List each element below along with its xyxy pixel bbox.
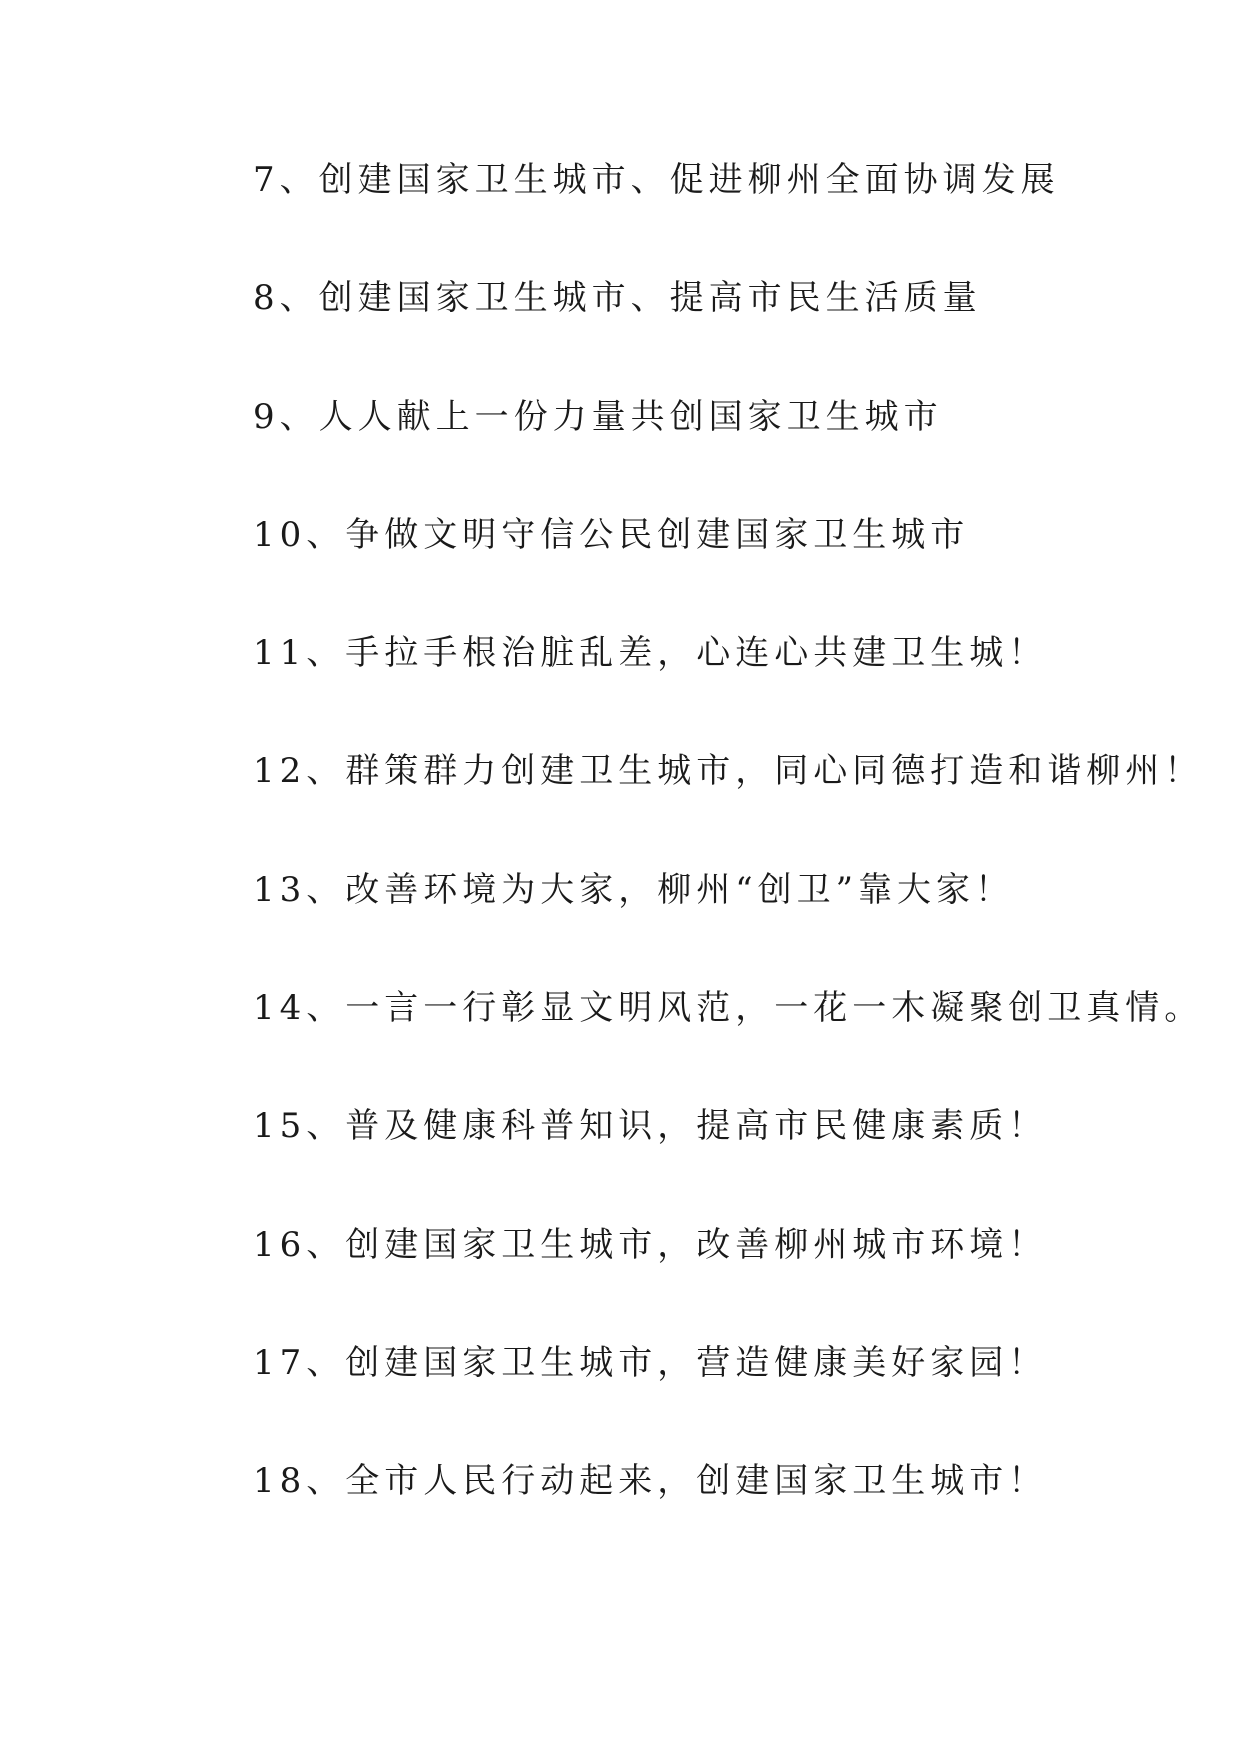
slogan-item: 17、创建国家卫生城市，营造健康美好家园！: [253, 1342, 1048, 1383]
slogan-item: 16、创建国家卫生城市，改善柳州城市环境！: [253, 1224, 1048, 1265]
slogan-item: 15、普及健康科普知识，提高市民健康素质！: [253, 1106, 1048, 1147]
slogan-item: 11、手拉手根治脏乱差，心连心共建卫生城！: [253, 633, 1048, 674]
slogan-item: 8、创建国家卫生城市、提高市民生活质量: [253, 278, 982, 319]
slogan-list: [253, 160, 1213, 1580]
slogan-item: 18、全市人民行动起来，创建国家卫生城市！: [253, 1461, 1048, 1502]
slogan-item: 7、创建国家卫生城市、促进柳州全面协调发展: [253, 160, 1060, 200]
slogan-item: 12、群策群力创建卫生城市，同心同德打造和谐柳州！: [253, 751, 1204, 792]
slogan-item: 9、人人献上一份力量共创国家卫生城市: [253, 396, 943, 437]
slogan-item: 10、争做文明守信公民创建国家卫生城市: [253, 514, 970, 555]
slogan-item: 14、一言一行彰显文明风范，一花一木凝聚创卫真情。: [253, 988, 1204, 1029]
slogan-item: 13、改善环境为大家，柳州“创卫”靠大家！: [253, 869, 1015, 910]
